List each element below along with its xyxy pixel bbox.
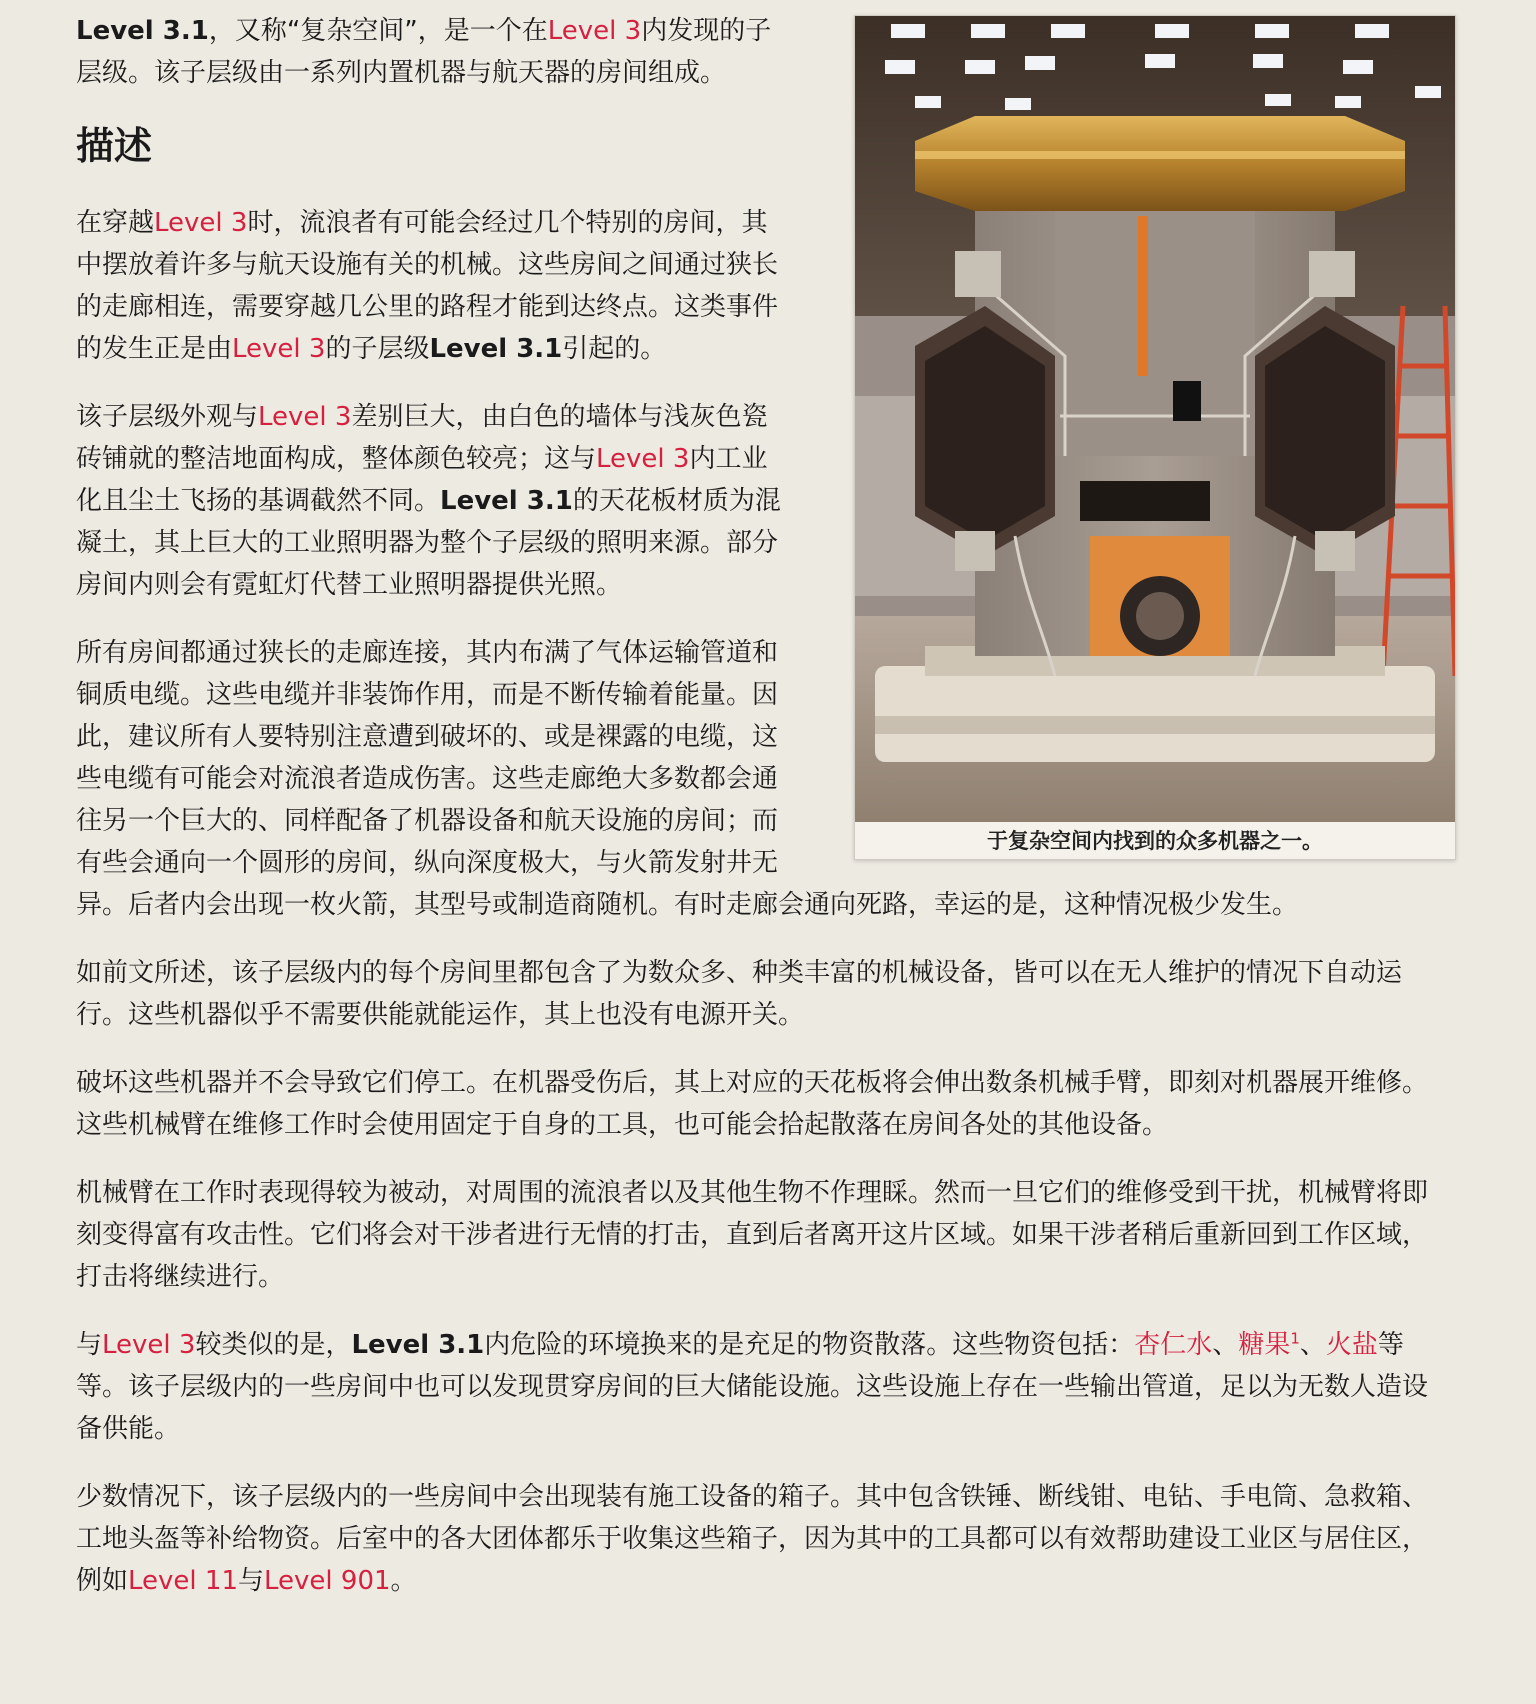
description-paragraph-6: 机械臂在工作时表现得较为被动，对周围的流浪者以及其他生物不作理睬。然而一旦它们的维修受到干扰，机械臂将即刻变得富有攻击性。它们将会对干涉者进行无情的打击，直到后者离开这片区域。如果干涉者稍后重新回到工作区域，打击将继续进行。 (76, 1178, 1429, 1292)
machine-figure (854, 15, 1456, 860)
description-paragraph-8: 少数情况下，该子层级内的一些房间中会出现装有施工设备的箱子。其中包含铁锤、断线钳、电钻、手电筒、急救箱、工地头盔等补给物资。后室中的各大团体都乐于收集这些箱子，因为其中的工具都可以有效帮助建设工业区与居住区，例如Level 11与Level 901。 (76, 1482, 1429, 1596)
level3-link[interactable]: Level 3 (102, 1330, 196, 1360)
level3-link[interactable]: Level 3 (232, 334, 326, 364)
description-paragraph-1: 在穿越Level 3时，流浪者有可能会经过几个特别的房间，其中摆放着许多与航天设施有关的机械。这些房间之间通过狭长的走廊相连，需要穿越几公里的路程才能到达终点。这类事件的发生正是由Level 3的子层级Level 3.1引起的。 (76, 208, 779, 364)
figure-caption: 于复杂空间内找到的众多机器之一。 (987, 829, 1323, 853)
description-paragraph-2: 该子层级外观与Level 3差别巨大，由白色的墙体与浅灰色瓷砖铺就的整洁地面构成，整体颜色较亮；这与Level 3内工业化且尘土飞扬的基调截然不同。Level 3.1的天花板材质为混凝土，其上巨大的工业照明器为整个子层级的照明来源。部分房间内则会有霓虹灯代替工业照明器提供光照。 (76, 402, 781, 600)
fire-salt-link[interactable]: 火盐 (1325, 1330, 1378, 1360)
description-paragraph-7: 与Level 3较类似的是，Level 3.1内危险的环境换来的是充足的物资散落。这些物资包括：杏仁水、糖果$^1$、火盐等等。该子层级内的一些房间中也可以发现贯穿房间的巨大储能设施。这些设施上存在一些输出管道，足以为无数人造设备供能。 (76, 1329, 1429, 1444)
description-paragraph-4: 如前文所述，该子层级内的每个房间里都包含了为数众多、种类丰富的机械设备，皆可以在无人维护的情况下自动运行。这些机器似乎不需要供能就能运作，其上也没有电源开关。 (76, 958, 1403, 1030)
footnote-ref[interactable]: 1 (1290, 1329, 1300, 1348)
level901-link[interactable]: Level 901 (264, 1566, 391, 1596)
description-heading: 描述 (76, 124, 153, 168)
almond-water-link[interactable]: 杏仁水 (1134, 1330, 1213, 1360)
description-paragraph-5: 破坏这些机器并不会导致它们停工。在机器受伤后，其上对应的天花板将会伸出数条机械手臂，即刻对机器展开维修。这些机械臂在维修工作时会使用固定于自身的工具，也可能会拾起散落在房间各处的其他设备。 (76, 1068, 1429, 1140)
level3-link[interactable]: Level 3 (596, 444, 690, 474)
intro-paragraph: Level 3.1，又称“复杂空间”，是一个在Level 3内发现的子层级。该子层级由一系列内置机器与航天器的房间组成。 (76, 16, 772, 88)
level3-link[interactable]: Level 3 (258, 402, 352, 432)
level3-link[interactable]: Level 3 (547, 16, 642, 46)
level3-link[interactable]: Level 3 (154, 208, 248, 238)
description-paragraph-3: 所有房间都通过狭长的走廊连接，其内布满了气体运输管道和铜质电缆。这些电缆并非装饰作用，而是不断传输着能量。因此，建议所有人要特别注意遭到破坏的、或是裸露的电缆，这些电缆有可能会对流浪者造成伤害。这些走廊绝大多数都会通往另一个巨大的、同样配备了机器设备和航天设施的房间；而有些会通向一个圆形的房间，纵向深度极大，与火箭发射井无异。后者内会出现一枚火箭，其型号或制造商随机。有时走廊会通向死路，幸运的是，这种情况极少发生。 (76, 638, 1299, 920)
candy-link[interactable]: 糖果 (1238, 1330, 1291, 1360)
level31-bold: Level 3.1 (429, 334, 563, 364)
level31-bold: Level 3.1 (351, 1330, 485, 1360)
level31-bold: Level 3.1 (76, 16, 209, 46)
level11-link[interactable]: Level 11 (128, 1566, 238, 1596)
article-content (76, 10, 1450, 1628)
machine-photo[interactable] (855, 16, 1455, 822)
level31-bold: Level 3.1 (440, 486, 573, 516)
